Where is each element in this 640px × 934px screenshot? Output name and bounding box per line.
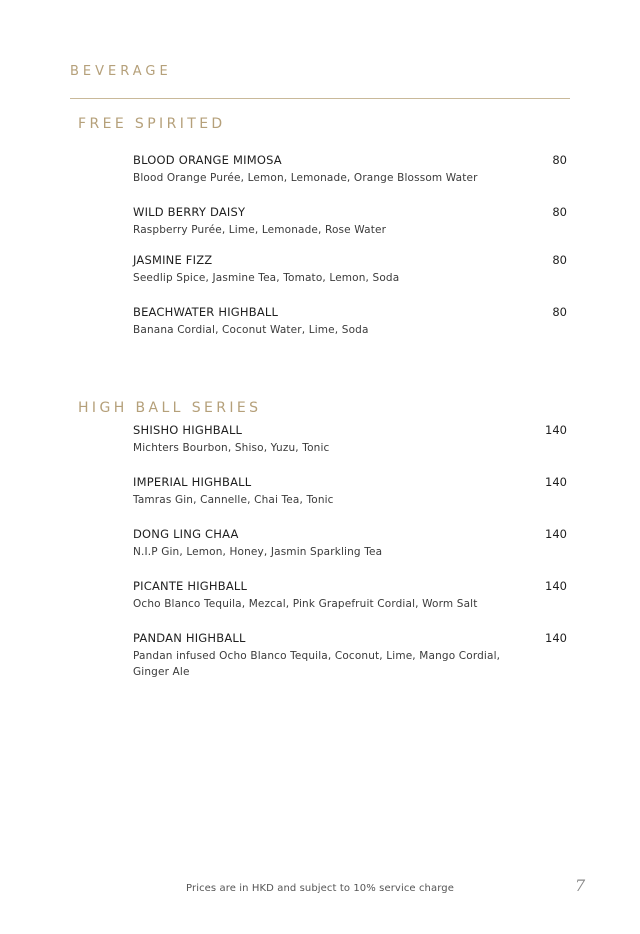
menu-item	[133, 205, 567, 238]
item-price: 80	[552, 153, 567, 167]
item-name: WILD BERRY DAISY	[133, 205, 246, 219]
item-name: BLOOD ORANGE MIMOSA	[133, 153, 282, 167]
item-name: PANDAN HIGHBALL	[133, 631, 246, 645]
item-description: Blood Orange Purée, Lemon, Lemonade, Orange Blossom Water	[133, 172, 478, 184]
menu-item	[133, 153, 567, 186]
item-price: 80	[552, 205, 567, 219]
menu-item	[133, 631, 567, 680]
item-name: SHISHO HIGHBALL	[133, 423, 243, 437]
item-name: DONG LING CHAA	[133, 527, 239, 541]
item-name: BEACHWATER HIGHBALL	[133, 305, 279, 319]
menu-item	[133, 475, 567, 508]
item-price: 140	[545, 579, 567, 593]
menu-item	[133, 423, 567, 456]
item-price: 140	[545, 631, 567, 645]
item-description: Pandan infused Ocho Blanco Tequila, Coconut, Lime, Mango Cordial, Ginger Ale	[133, 650, 501, 678]
item-description: Raspberry Purée, Lime, Lemonade, Rose Water	[133, 224, 387, 236]
menu-item	[133, 579, 567, 612]
item-description: N.I.P Gin, Lemon, Honey, Jasmin Sparkling Tea	[133, 546, 383, 558]
service-charge-note: Prices are in HKD and subject to 10% service charge	[186, 883, 454, 894]
item-price: 140	[545, 475, 567, 489]
item-name: PICANTE HIGHBALL	[133, 579, 248, 593]
page-number: 7	[575, 876, 586, 895]
section-title-free-spirited: FREE SPIRITED	[78, 116, 226, 132]
menu-item	[133, 527, 567, 560]
item-name: JASMINE FIZZ	[133, 253, 213, 267]
item-description: Tamras Gin, Cannelle, Chai Tea, Tonic	[133, 494, 334, 506]
menu-item	[133, 253, 567, 286]
page-title: BEVERAGE	[70, 64, 172, 79]
item-price: 80	[552, 305, 567, 319]
item-description: Michters Bourbon, Shiso, Yuzu, Tonic	[133, 442, 330, 454]
menu-item	[133, 305, 567, 338]
section-title-high-ball-series: HIGH BALL SERIES	[78, 400, 262, 416]
header-divider	[70, 98, 570, 99]
item-price: 140	[545, 423, 567, 437]
item-description: Seedlip Spice, Jasmine Tea, Tomato, Lemon, Soda	[133, 272, 400, 284]
item-price: 80	[552, 253, 567, 267]
item-description: Banana Cordial, Coconut Water, Lime, Soda	[133, 324, 369, 336]
item-name: IMPERIAL HIGHBALL	[133, 475, 252, 489]
item-price: 140	[545, 527, 567, 541]
item-description: Ocho Blanco Tequila, Mezcal, Pink Grapefruit Cordial, Worm Salt	[133, 598, 478, 610]
